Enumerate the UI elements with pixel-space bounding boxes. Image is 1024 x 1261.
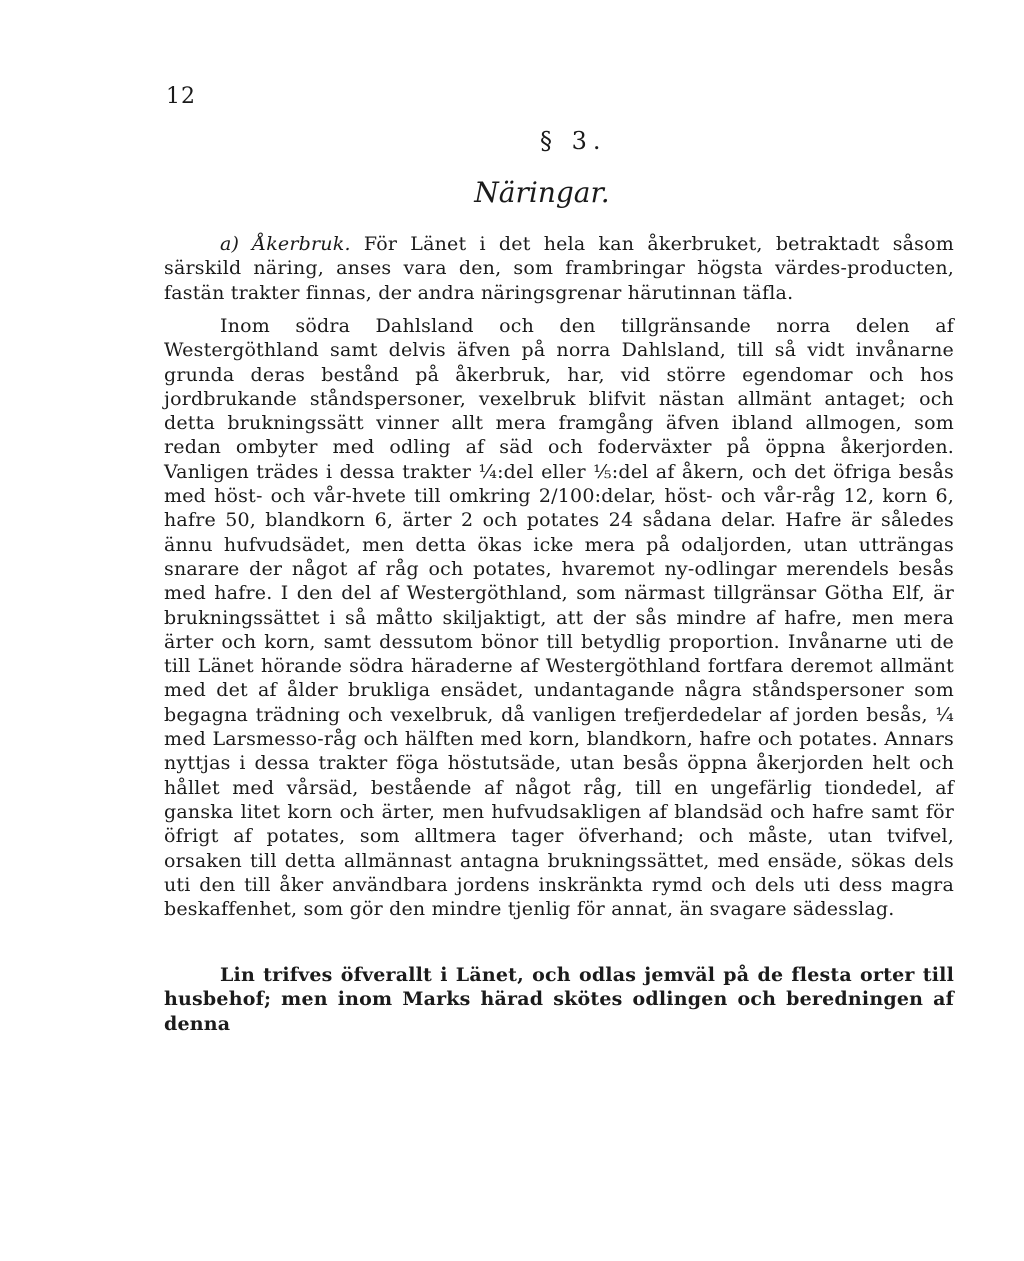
section-number: § 3. [540, 127, 607, 155]
paragraph-text: Inom södra Dahlsland och den tillgränsande norra delen af Westergöthland samt delvis äfven på norra Dahlsland, till så vidt invånarne grunda deras bestånd på åkerbruk, har, vid större egendomar och hos jordbrukande ståndspersoner, vexelbruk blifvit nästan allmänt antaget; och detta brukningssätt vinner allt mera framgång äfven ibland allmogen, som redan ombyter med odling af säd och foderväxter på öppna åkerjorden. Vanligen trädes i dessa trakter ¼:del eller ⅕:del af åkern, och det öfriga besås med höst- och vår-hvete till omkring 2/100:delar, höst- och vår-råg 12, korn 6, hafre 50, blandkorn 6, ärter 2 och potates 24 sådana delar. Hafre är således ännu hufvudsädet, men detta ökas icke mera på odaljorden, utan utträngas snarare der något af råg och potates, hvaremot ny-odlingar merendels besås med hafre. I den del af Westergöthland, som närmast tillgränsar Götha Elf, är brukningssättet i så måtto skiljaktigt, att der sås mindre af hafre, men mera ärter och korn, samt dessutom bönor till betydlig proportion. Invånarne uti de till Länet hörande södra häraderne af Westergöthland fortfara deremot allmänt med det af ålder brukliga ensädet, undantagande några ståndspersoner som begagna trädning och vexelbruk, då vanligen trefjerdedelar af jorden besås, ¼ med Larsmesso-råg och hälften med korn, blandkorn, hafre och potates. Annars nyttjas i dessa trakter föga höstutsäde, utan besås öppna åkerjorden helt och hållet med vårsäd, bestående af något råg, till en ungefärlig tiondedel, af ganska litet korn och ärter, men hufvudsakligen af blandsäd och hafre samt för öfrigt af potates, som alltmera tager öfverhand; och måste, utan tvifvel, orsaken till detta allmännast antagna brukningssättet, med ensäde, sökas dels uti den till åker användbara jordens inskränkta rymd och dels uti dess magra beskaffenhet, som gör den mindre tjenlig för annat, än svagare sädesslag. [164, 315, 954, 921]
paragraph-flax [164, 963, 954, 1036]
subsection-lead: a) Åkerbruk. [220, 233, 351, 255]
paragraph-text: För Länet i det hela kan åkerbruket, betraktadt såsom särskild näring, anses vara den, som frambringar högsta värdes-producten, fastän trakter finnas, der andra näringsgrenar härutinnan täfla. [164, 233, 954, 304]
paragraph-akerbruk-intro [164, 232, 954, 305]
paragraph-text: Lin trifves öfverallt i Länet, och odlas jemväl på de flesta orter till husbehof; men inom Marks härad skötes odlingen och beredningen af denna [164, 964, 954, 1035]
page-number: 12 [166, 84, 196, 109]
paragraph-cultivation [164, 314, 954, 921]
section-heading: Näringar. [474, 176, 610, 209]
